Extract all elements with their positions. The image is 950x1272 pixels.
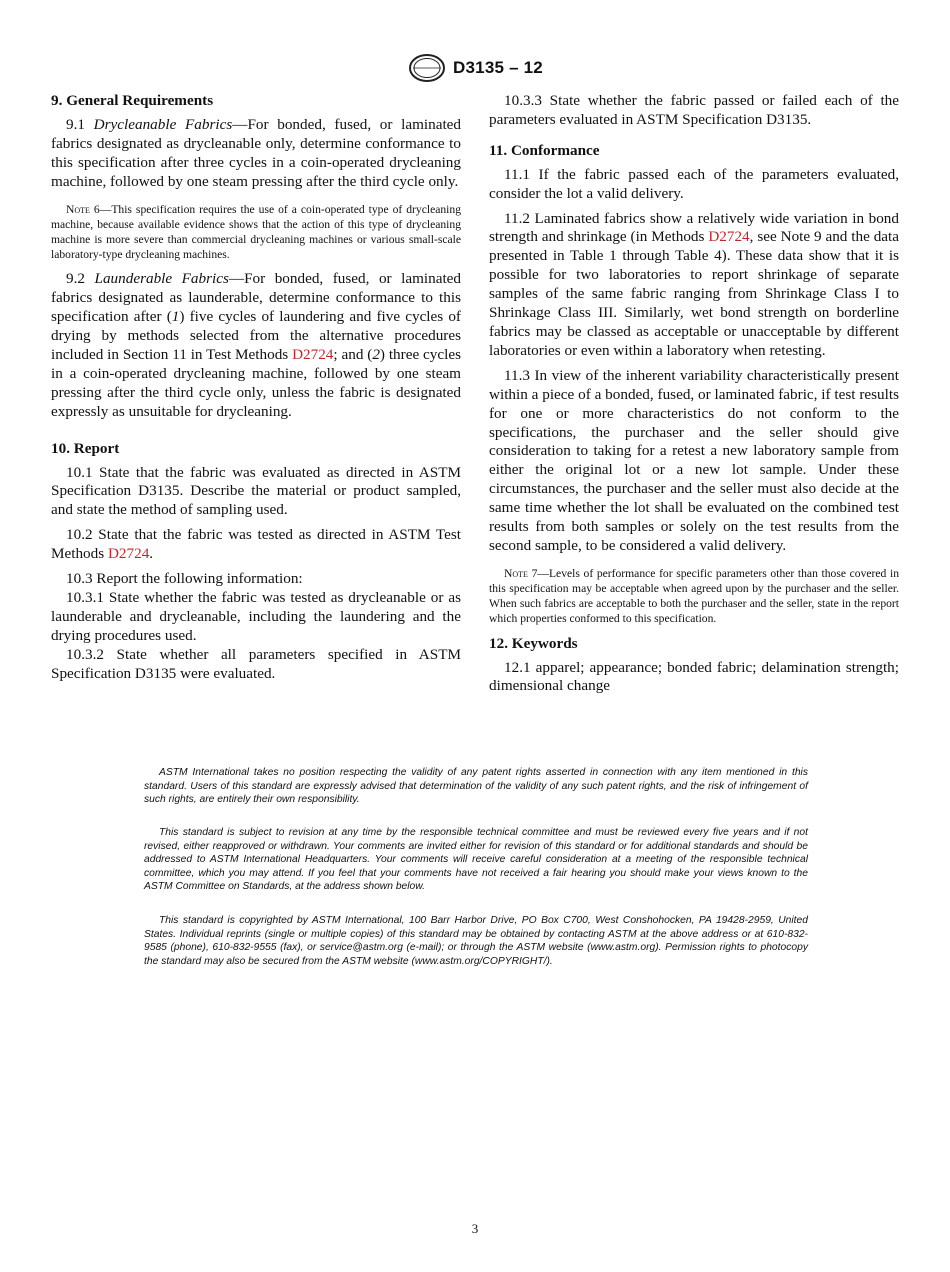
d2724-link[interactable]: D2724 — [292, 345, 334, 363]
copyright-notice: This standard is copyrighted by ASTM International, 100 Barr Harbor Drive, PO Box C700, West Conshohocken, PA 19428-2959, United States. Individual reprints (single or multiple copies) of this standard may be obtained by contacting ASTM at the above address or at 610-832-9585 (phone), 610-832-9555 (fax), or service@astm.org (e-mail); or through the ASTM website (www.astm.org). Permission rights to photocopy the standard may also be secured from the ASTM website (www.astm.org/COPYRIGHT/). — [144, 915, 808, 967]
paragraph-10-2: 10.2 State that the fabric was tested as directed in ASTM Test Methods D2724. — [51, 526, 461, 563]
right-column — [489, 92, 899, 696]
document-id: D3135 – 12 — [453, 58, 543, 77]
paragraph-11-3: 11.3 In view of the inherent variability characteristically present within a piece of a bonded, fused, or laminated fabric, if test results for one or more characteristics do not conform to the specifications, the purchaser and the seller should give consideration to taking for a retest a new laboratory sample from either the original lot or a new lot sample. Under these circumstances, the purchaser and the seller must also decide at the same time whether the lot shall be evaluated on the combined test results from both samples or solely on the test results from the second sample, to be considered a valid delivery. — [489, 366, 899, 554]
paragraph-10-3-1: 10.3.1 State whether the fabric was tested as drycleanable or as launderable and drycleanable, including the laundering and the drying procedures used. — [51, 588, 461, 644]
astm-logo-icon — [407, 52, 447, 84]
paragraph-10-3: 10.3 Report the following information: — [66, 570, 303, 588]
paragraph-11-1: 11.1 If the fabric passed each of the parameters evaluated, consider the lot a valid delivery. — [489, 165, 899, 202]
section-9-heading: 9. General Requirements — [51, 92, 214, 109]
section-11-heading: 11. Conformance — [489, 141, 600, 159]
d2724-link[interactable]: D2724 — [708, 228, 750, 246]
page-header — [0, 52, 950, 84]
section-12-heading: 12. Keywords — [489, 634, 578, 652]
note-6: Note 6—This specification requires the use of a coin-operated type of drycleaning machine, because available evidence shows that the action of this type of drycleaning machine is more severe than commercial drycleaning machines or various small-scale laboratory-type drycleaning machines. — [51, 202, 461, 262]
paragraph-10-1: 10.1 State that the fabric was evaluated as directed in ASTM Specification D3135. Describe the material or product sampled, and state the method of sampling used. — [51, 463, 461, 519]
paragraph-9-2: 9.2 Launderable Fabrics—For bonded, fused, or laminated fabrics designated as launderable, determine conformance to this specification after (1) five cycles of laundering and five cycles of drying by methods selected from the alternative procedures included in Section 11 in Test Methods D2724; and (2) three cycles in a coin-operated drycleaning machine, followed by one steam pressing after the third cycle only, unless the fabric is designated expressly as unsuitable for drycleaning. — [51, 270, 461, 420]
d2724-link[interactable]: D2724 — [107, 545, 150, 563]
paragraph-11-2: 11.2 Laminated fabrics show a relatively wide variation in bond strength and shrinkage (in Methods D2724, see Note 9 and the data presented in Table 1 through Table 4). These data show that it is possible for two laboratories to report shrinkage of separate samples of the same fabric ranging from Shrinkage Class I to Shrinkage Class III. Similarly, wet bond strength on borderline fabrics may be classed as acceptable or unacceptable by different laboratories or even within a laboratory when retesting. — [489, 209, 899, 359]
note-7: Note 7—Levels of performance for specific parameters other than those covered in this specification may be acceptable when agreed upon by the purchaser and the seller. When such fabrics are acceptable to both the purchaser and the seller, state in the report which properties conformed to this specification. — [489, 566, 899, 626]
paragraph-9-1: 9.1 Drycleanable Fabrics—For bonded, fused, or laminated fabrics designated as drycleanable only, determine conformance to this specification after three cycles in a coin-operated drycleaning machine, followed by one steam pressing after the third cycle only. — [51, 115, 462, 190]
left-column — [51, 92, 461, 683]
page-number: 3 — [471, 1221, 479, 1236]
section-10-heading: 10. Report — [51, 439, 120, 457]
paragraph-10-3-2: 10.3.2 State whether all parameters specified in ASTM Specification D3135 were evaluated. — [51, 645, 461, 682]
paragraph-10-3-3: 10.3.3 State whether the fabric passed or failed each of the parameters evaluated in ASTM Specification D3135. — [489, 92, 899, 128]
revision-notice: This standard is subject to revision at any time by the responsible technical committee and must be reviewed every five years and if not revised, either reapproved or withdrawn. Your comments are invited either for revision of this standard or for additional standards and should be addressed to ASTM International Headquarters. Your comments will receive careful consideration at a meeting of the responsible technical committee, which you may attend. If you feel that your comments have not received a fair hearing you should make your views known to the ASTM Committee on Standards, at the address shown below. — [144, 827, 808, 893]
patent-notice: ASTM International takes no position respecting the validity of any patent rights asserted in connection with any item mentioned in this standard. Users of this standard are expressly advised that determination of the validity of any such patent rights, and the risk of infringement of such rights, are entirely their own responsibility. — [144, 767, 808, 806]
paragraph-12-1: 12.1 apparel; appearance; bonded fabric; delamination strength; dimensional change — [489, 658, 899, 695]
